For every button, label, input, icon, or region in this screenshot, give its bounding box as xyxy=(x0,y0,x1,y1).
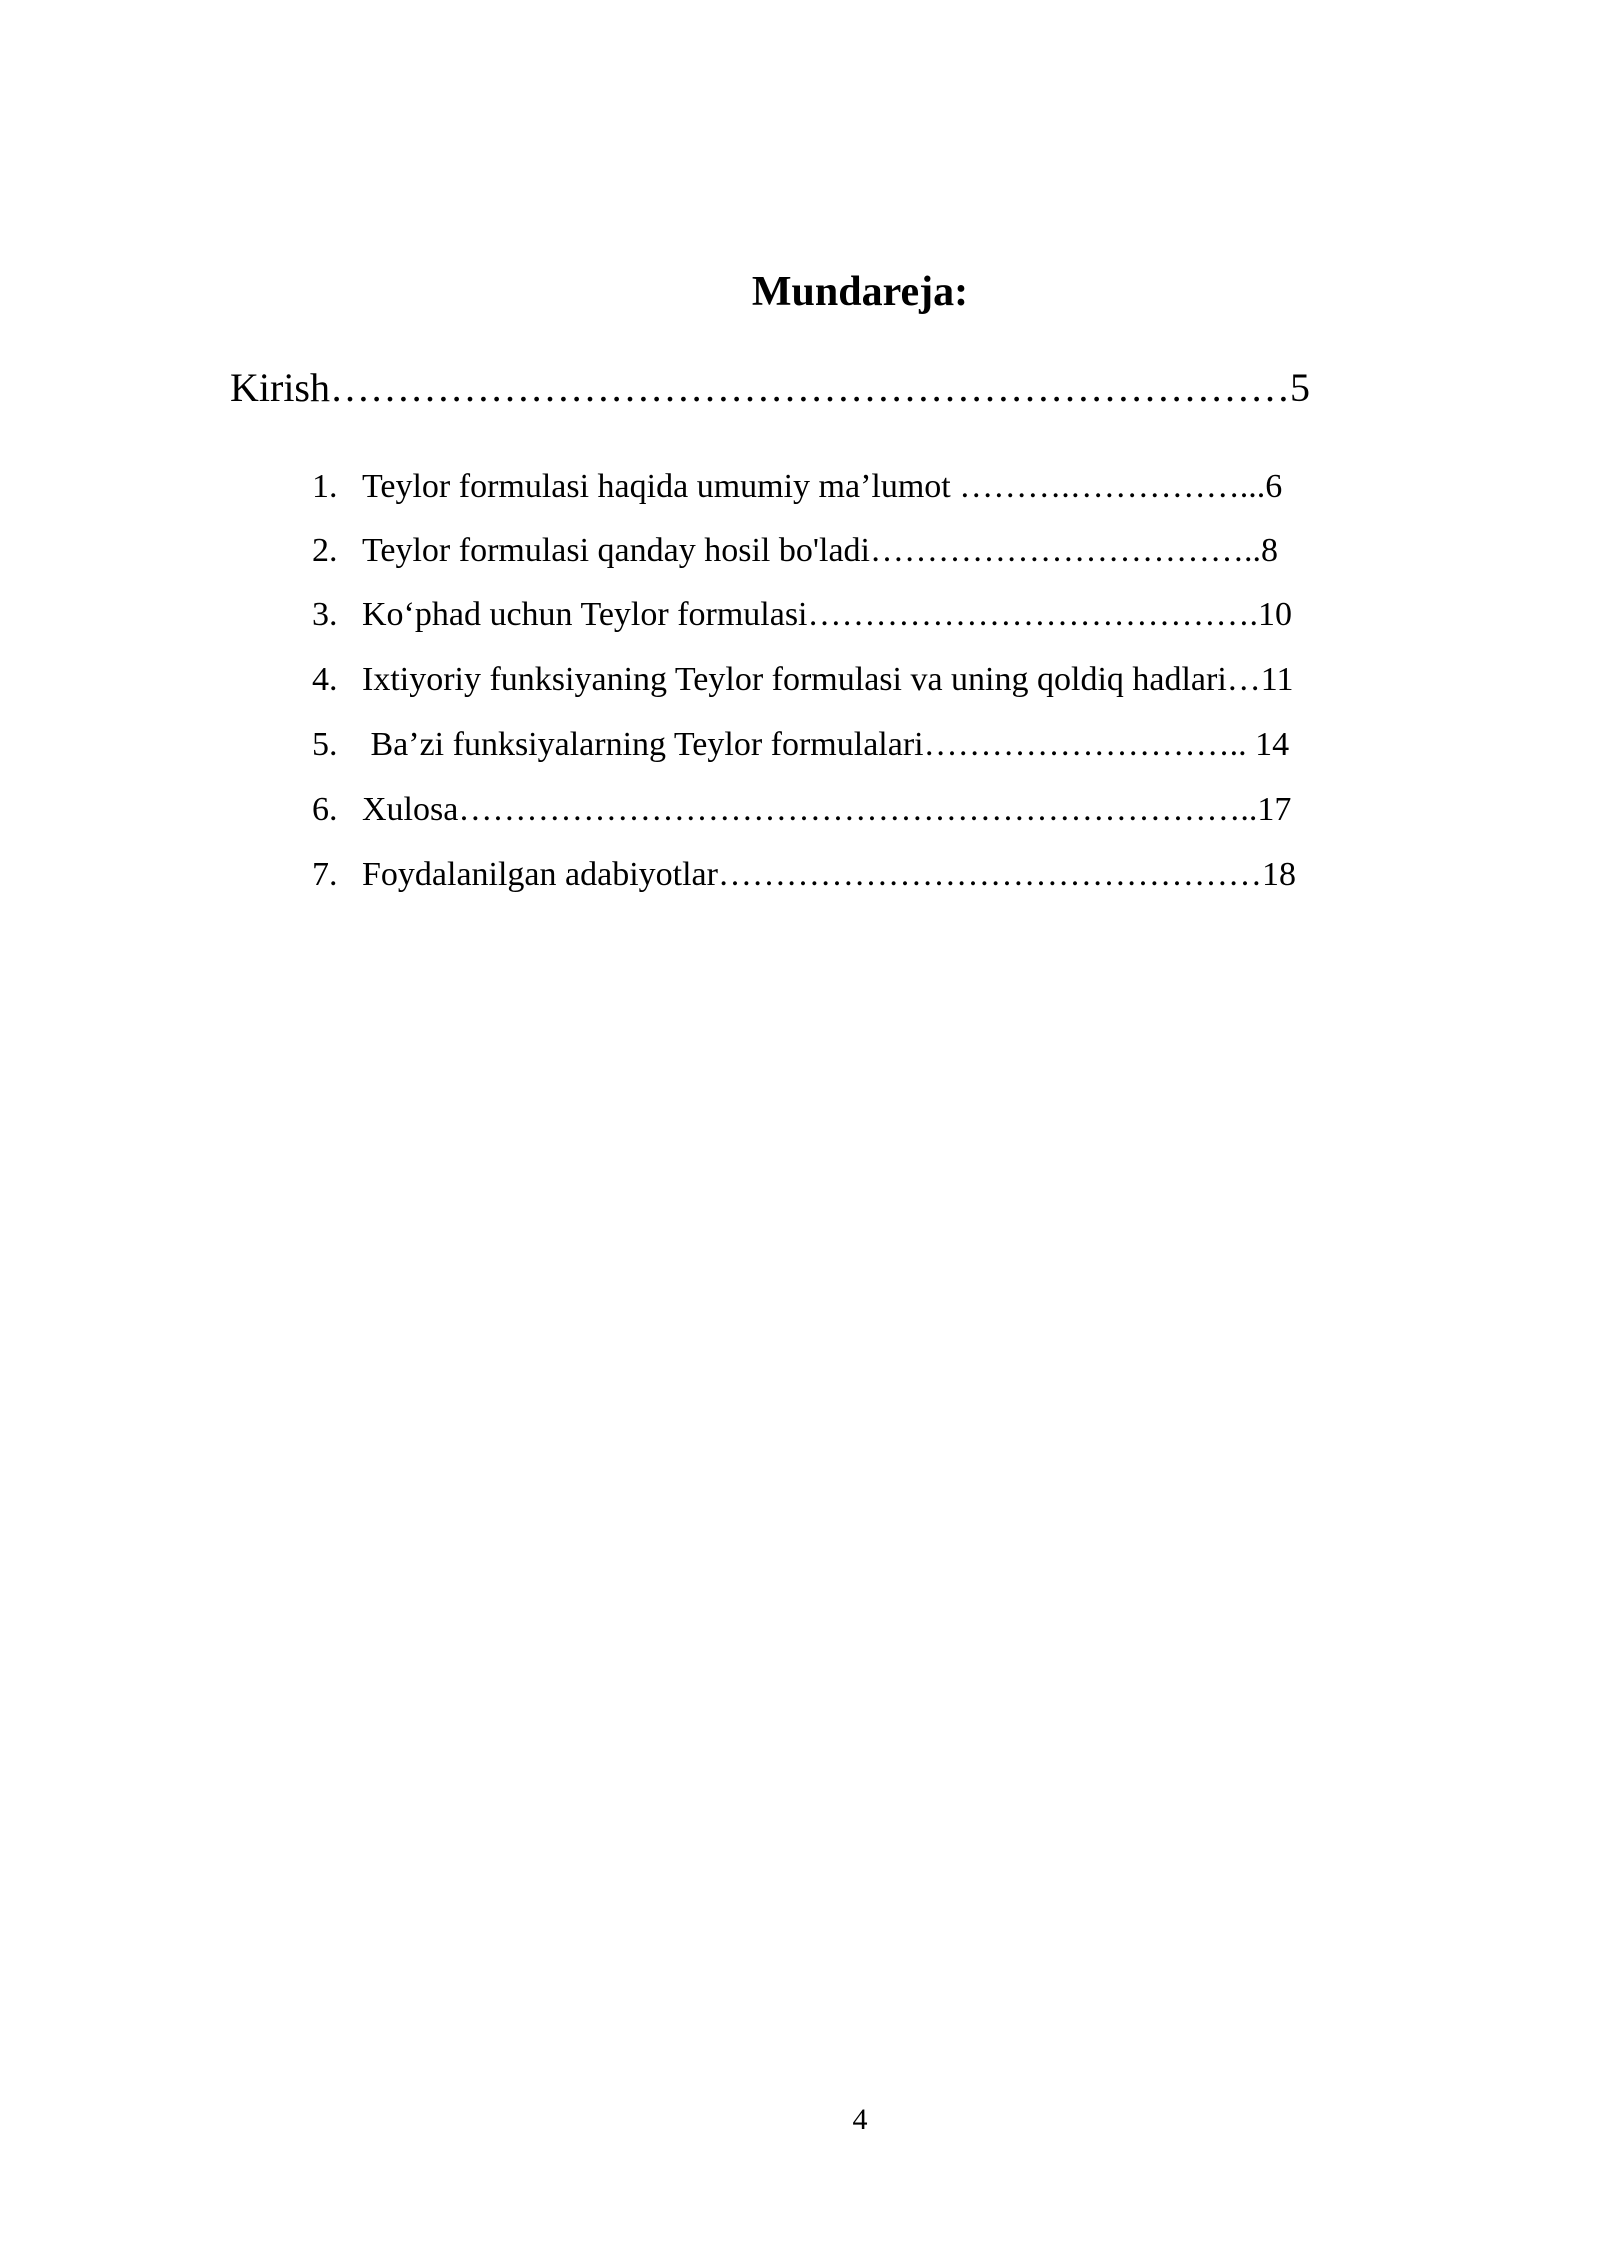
toc-entry-text: Ixtiyoriy funksiyaning Teylor formulasi va uning qoldiq hadlari…11 xyxy=(362,661,1294,698)
toc-entry-number: 2. xyxy=(312,532,338,569)
toc-entry-number: 1. xyxy=(312,468,338,505)
toc-entry-text: Ba’zi funksiyalarning Teylor formulalari……………………….. 14 xyxy=(362,726,1290,763)
toc-entry-text: Xulosa……………………………………………………………..17 xyxy=(362,791,1292,828)
toc-entry-number: 4. xyxy=(312,661,338,698)
toc-entry-number: 5. xyxy=(312,726,338,763)
page-number: 4 xyxy=(852,2103,868,2136)
toc-title: Mundareja: xyxy=(751,269,969,315)
toc-entry-text: Teylor formulasi haqida umumiy ma’lumot ……….……………...6 xyxy=(362,468,1283,505)
toc-entry-number: 7. xyxy=(312,856,338,893)
toc-entry-text: Teylor formulasi qanday hosil bo'ladi……………………………..8 xyxy=(362,532,1278,569)
toc-entry-number: 3. xyxy=(312,596,338,633)
toc-entry-intro: Kirish………………………………………………………………5 xyxy=(230,365,1310,410)
toc-entry-number: 6. xyxy=(312,791,338,828)
toc-entry-text: Foydalanilgan adabiyotlar…………………………………………18 xyxy=(362,856,1296,893)
toc-entry-7 xyxy=(278,803,1296,947)
toc-entry-text: Ko‘phad uchun Teylor formulasi………………………………….10 xyxy=(362,596,1293,633)
